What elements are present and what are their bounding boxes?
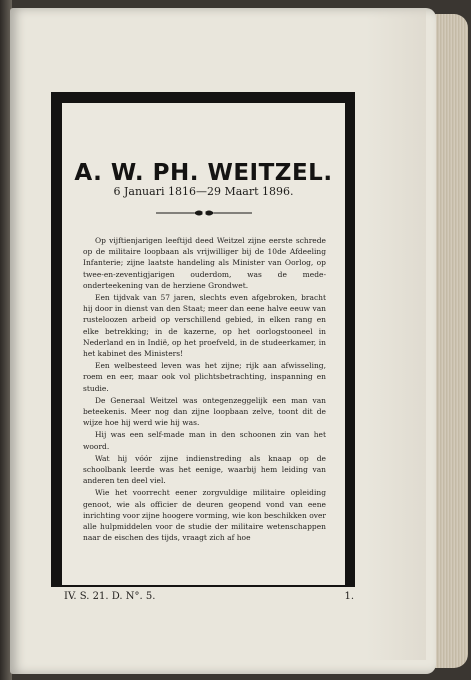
paragraph: Hij was een self-made man in den schoonen zin van het woord. bbox=[83, 430, 326, 451]
obituary-title: A. W. PH. WEITZEL. bbox=[74, 160, 333, 186]
paper-shading bbox=[366, 10, 426, 660]
ornament-divider-icon bbox=[154, 207, 254, 219]
paragraph: Wat hij vóór zijne indienstreding als knaap op de schoolbank leerde was het eenige, waarbij hem leiding van anderen ten deel viel. bbox=[83, 453, 326, 486]
page-number: 1. bbox=[344, 591, 354, 602]
page-footer bbox=[64, 591, 354, 605]
paragraph: Een tijdvak van 57 jaren, slechts even afgebroken, bracht hij door in dienst van den Staat; meer dan eene halve eeuw van rusteloozen arbeid op verschillend gebied, in elken rang en elke betrekking; in de kazerne, op het oorlogstooneel in Nederland en in Indië, op het proefveld, in de studeerkamer, in het kabinet des Ministers! bbox=[83, 293, 326, 359]
paragraph: De Generaal Weitzel was ontegenzeggelijk een man van beteekenis. Meer nog dan zijne loopbaan zelve, toont dit de wijze hoe hij werd wie hij was. bbox=[83, 395, 326, 428]
life-dates: 6 Januari 1816—29 Maart 1896. bbox=[113, 185, 294, 198]
obituary-body bbox=[83, 235, 326, 544]
paragraph: Wie het voorrecht eener zorgvuldige militaire opleiding genoot, wie als officier de deuren geopend vond van eene inrichting voor zijne hoogere vorming, wie kon beschikken over alle hulpmiddelen voor de studie der militaire wetenschappen naar de eischen des tijds, vraagt zich af hoe bbox=[83, 488, 326, 543]
printer-signature: IV. S. 21. D. N°. 5. bbox=[64, 591, 156, 602]
paragraph: Op vijftienjarigen leeftijd deed Weitzel zijne eerste schrede op de militaire loopbaan als vrijwilliger bij de 10de Afdeeling Infanterie; zijne laatste handeling als Minister van Oorlog, op twee-en-zeventigjarigen ouderdom, was de mede-onderteekening van de herziene Grondwet. bbox=[83, 236, 326, 290]
obituary-panel bbox=[62, 103, 345, 585]
paragraph: Een welbesteed leven was het zijne; rijk aan afwisseling, roem en eer, maar ook vol plichtsbetrachting, inspanning en studie. bbox=[83, 361, 326, 393]
